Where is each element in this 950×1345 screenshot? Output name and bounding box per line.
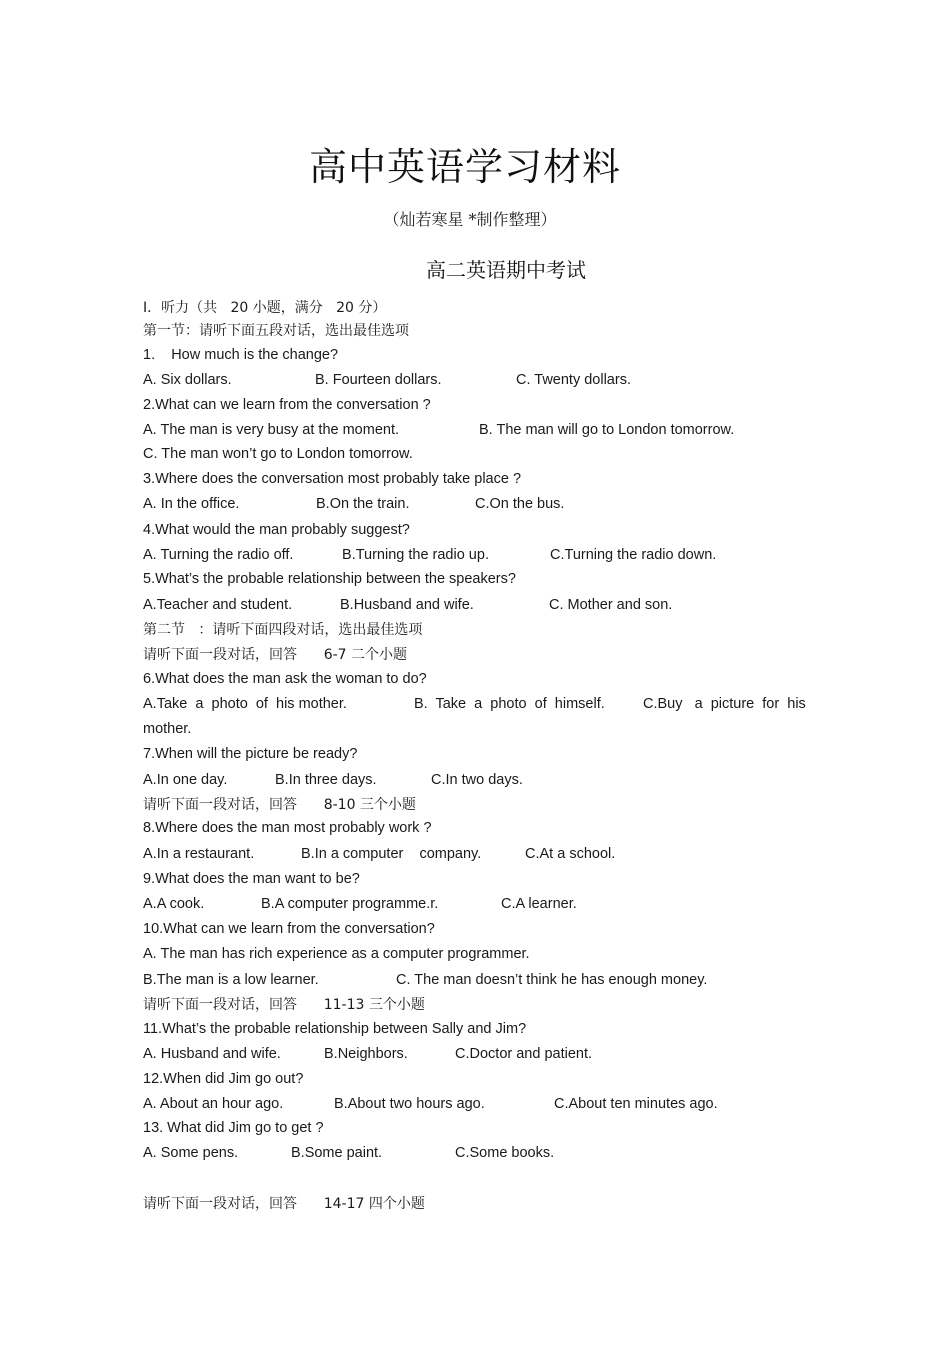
exam-title: 高二英语期中考试: [426, 258, 586, 282]
question-13: 13. What did Jim go to get ?: [143, 1120, 324, 1136]
q9-option-b: B.A computer programme.r.: [261, 896, 439, 912]
q12-option-a: A. About an hour ago.: [143, 1096, 284, 1112]
q4-option-a: A. Turning the radio off.: [143, 547, 294, 563]
question-5: 5.What’s the probable relationship between the speakers?: [143, 571, 516, 587]
q2-option-a: A. The man is very busy at the moment.: [143, 422, 400, 438]
q2-option-b: B. The man will go to London tomorrow.: [479, 422, 735, 438]
q1-option-a: A. Six dollars.: [143, 372, 232, 388]
q9-option-c: C.A learner.: [501, 896, 577, 912]
q3-option-c: C.On the bus.: [475, 496, 565, 512]
question-4: 4.What would the man probably suggest?: [143, 522, 410, 538]
q6-option-c: C.Buy a picture for his: [643, 696, 806, 712]
q7-option-a: A.In one day.: [143, 772, 228, 788]
page-subtitle: （灿若寒星 *制作整理）: [383, 210, 557, 229]
q8-option-b: B.In a computer company.: [301, 846, 482, 862]
q7-option-c: C.In two days.: [431, 772, 523, 788]
q6-option-c-continued: mother.: [143, 721, 192, 737]
dialog-instruction-8-10: 请听下面一段对话，回答 8-10 三个小题: [143, 797, 416, 813]
q8-option-c: C.At a school.: [525, 846, 616, 862]
question-1: 1. How much is the change?: [143, 347, 339, 363]
question-2: 2.What can we learn from the conversation ?: [143, 397, 431, 413]
q12-option-b: B.About two hours ago.: [334, 1096, 485, 1112]
q1-option-c: C. Twenty dollars.: [516, 372, 631, 388]
q11-option-c: C.Doctor and patient.: [455, 1046, 593, 1062]
q2-option-c: C. The man won’t go to London tomorrow.: [143, 446, 413, 462]
question-12: 12.When did Jim go out?: [143, 1071, 304, 1087]
q10-option-c: C. The man doesn’t think he has enough money.: [396, 972, 708, 988]
part2-instruction: 第二节 ：请听下面四段对话，选出最佳选项: [143, 622, 423, 638]
q3-option-b: B.On the train.: [316, 496, 410, 512]
q12-option-c: C.About ten minutes ago.: [554, 1096, 718, 1112]
question-10: 10.What can we learn from the conversation?: [143, 921, 435, 937]
section-heading: I．听力（共 20 小题，满分 20 分）: [143, 300, 387, 316]
q13-option-a: A. Some pens.: [143, 1145, 239, 1161]
q11-option-a: A. Husband and wife.: [143, 1046, 281, 1062]
page-title: 高中英语学习材料: [308, 145, 621, 189]
q5-option-a: A.Teacher and student.: [143, 597, 293, 613]
question-3: 3.Where does the conversation most probably take place ?: [143, 471, 522, 487]
question-11: 11.What’s the probable relationship between Sally and Jim?: [143, 1021, 527, 1037]
dialog-instruction-11-13: 请听下面一段对话，回答 11-13 三个小题: [143, 997, 425, 1013]
q9-option-a: A.A cook.: [143, 896, 205, 912]
q3-option-a: A. In the office.: [143, 496, 240, 512]
question-9: 9.What does the man want to be?: [143, 871, 360, 887]
dialog-instruction-6-7: 请听下面一段对话，回答 6-7 二个小题: [143, 647, 408, 663]
q7-option-b: B.In three days.: [275, 772, 377, 788]
q1-option-b: B. Fourteen dollars.: [315, 372, 442, 388]
question-8: 8.Where does the man most probably work ?: [143, 820, 432, 836]
q5-option-b: B.Husband and wife.: [340, 597, 474, 613]
question-7: 7.When will the picture be ready?: [143, 746, 358, 762]
part1-instruction: 第一节：请听下面五段对话，选出最佳选项: [143, 323, 409, 339]
q13-option-b: B.Some paint.: [291, 1145, 383, 1161]
q4-option-c: C.Turning the radio down.: [550, 547, 717, 563]
q13-option-c: C.Some books.: [455, 1145, 555, 1161]
q6-option-b: B. Take a photo of himself.: [414, 696, 605, 712]
q8-option-a: A.In a restaurant.: [143, 846, 255, 862]
q6-option-a: A.Take a photo of his mother.: [143, 696, 347, 712]
q11-option-b: B.Neighbors.: [324, 1046, 408, 1062]
q10-option-a: A. The man has rich experience as a computer programmer.: [143, 946, 530, 962]
q4-option-b: B.Turning the radio up.: [342, 547, 489, 563]
q5-option-c: C. Mother and son.: [549, 597, 673, 613]
q10-option-b: B.The man is a low learner.: [143, 972, 319, 988]
question-6: 6.What does the man ask the woman to do?: [143, 671, 427, 687]
dialog-instruction-14-17: 请听下面一段对话，回答 14-17 四个小题: [143, 1196, 425, 1212]
